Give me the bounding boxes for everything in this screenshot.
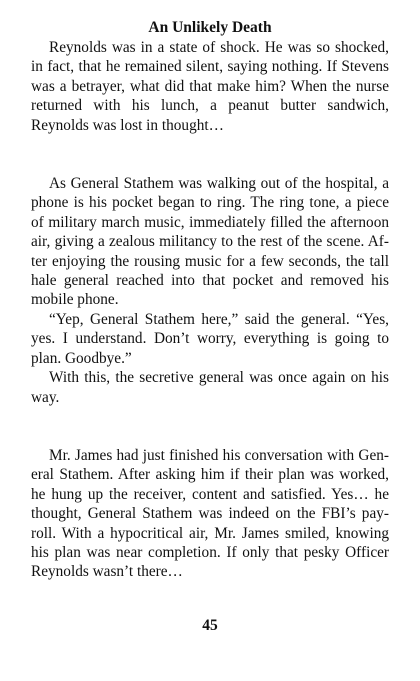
scene-break [31, 135, 389, 174]
scene-break [31, 407, 389, 446]
page-number: 45 [202, 617, 218, 634]
paragraph: Mr. James had just finished his conversation with General Stathem. After asking him if their plan was worked, he hung up the receiver, content and satisfied. Yes… he thought, General Stathem was indeed on the FBI’s payroll. With a hypocritical air, Mr. James smiled, knowing his plan was near completion. If only that pesky Officer Reynolds wasn’t there… [31, 446, 389, 581]
paragraph: “Yep, General Stathem here,” said the general. “Yes, yes. I understand. Don’t worry, everything is going to plan. Goodbye.” [31, 310, 389, 367]
paragraph: Reynolds was in a state of shock. He was so shocked, in fact, that he remained silent, saying nothing. If Stevens was a betrayer, what did that make him? When the nurse returned with his lunch, a peanut butter sandwich, Reynolds was lost in thought… [31, 39, 389, 134]
paragraph: As General Stathem was walking out of the hospital, a phone is his pocket began to ring. The ring tone, a piece of military march music, immediately filled the afternoon air, giving a zealous militancy to the rest of the scene. After enjoying the rousing music for a few seconds, the tall hale general reached into that pocket and removed his mobile phone. [31, 175, 389, 309]
chapter-title: An Unlikely Death [148, 19, 272, 36]
book-page [31, 18, 389, 582]
paragraph: With this, the secretive general was once again on his way. [31, 369, 389, 406]
